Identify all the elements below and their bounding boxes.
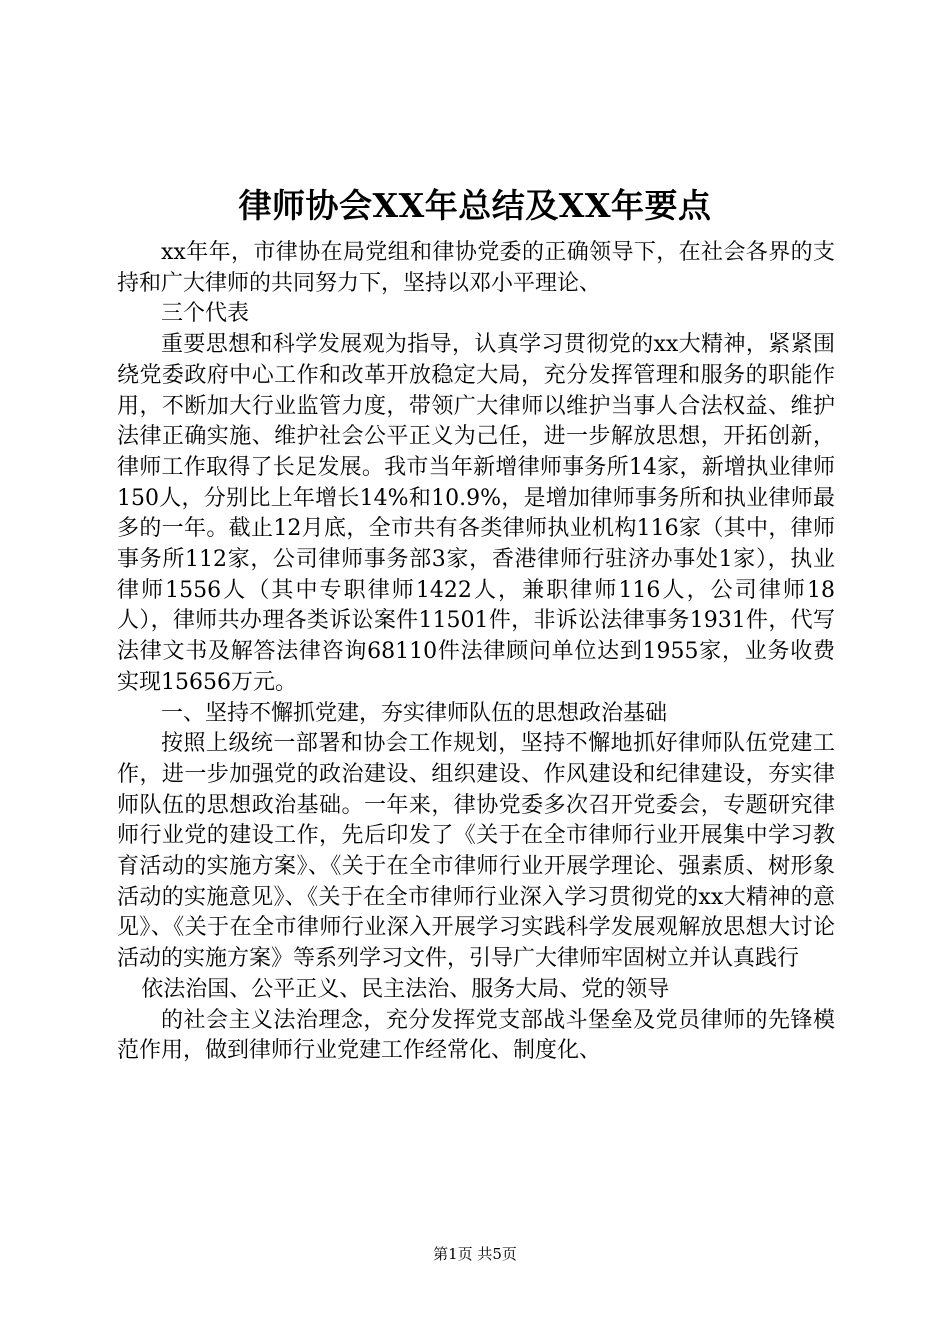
paragraph: 按照上级统一部署和协会工作规划，坚持不懈地抓好律师队伍党建工作，进一步加强党的政治建设、组织建设、作风建设和纪律建设，夯实律师队伍的思想政治基础。一年来，律协党委多次召开党委会，专题研究律师行业党的建设工作，先后印发了《关于在全市律师行业开展集中学习教育活动的实施方案》、《关于在全市律师行业开展学理论、强素质、树形象活动的实施意见》、《关于在全市律师行业深入学习贯彻党的xx大精神的意见》、《关于在全市律师行业深入开展学习实践科学发展观解放思想大讨论活动的实施方案》等系列学习文件，引导广大律师牢固树立并认真践行 [117, 731, 835, 972]
document-body [117, 238, 835, 1067]
page-footer: 第1页 共5页 [433, 1245, 517, 1263]
paragraph: 重要思想和科学发展观为指导，认真学习贯彻党的xx大精神，紧紧围绕党委政府中心工作和改革开放稳定大局，充分发挥管理和服务的职能作用，不断加大行业监管力度，带领广大律师以维护当事人合法权益、维护法律正确实施、维护社会公平正义为己任，进一步解放思想，开拓创新，律师工作取得了长足发展。我市当年新增律师事务所14家，新增执业律师150人，分别比上年增长14%和10.9%，是增加律师事务所和执业律师最多的一年。截止12月底，全市共有各类律师执业机构116家（其中，律师事务所112家，公司律师事务部3家，香港律师行驻济办事处1家），执业律师1556人（其中专职律师1422人，兼职律师116人，公司律师18人），律师共办理各类诉讼案件11501件，非诉讼法律事务1931件，代写法律文书及解答法律咨询68110件法律顾问单位达到1955家，业务收费实现15656万元。 [117, 332, 835, 695]
document-title: 律师协会XX年总结及XX年要点 [238, 186, 712, 225]
section-heading: 一、坚持不懈抓党建，夯实律师队伍的思想政治基础 [161, 700, 668, 726]
paragraph: 依法治国、公平正义、民主法治、服务大局、党的领导 [141, 976, 670, 1002]
paragraph: 三个代表 [161, 301, 250, 327]
paragraph: 的社会主义法治理念，充分发挥党支部战斗堡垒及党员律师的先锋模范作用，做到律师行业党建工作经常化、制度化、 [117, 1007, 835, 1064]
paragraph: xx年年，市律协在局党组和律协党委的正确领导下，在社会各界的支持和广大律师的共同努力下，坚持以邓小平理论、 [117, 240, 835, 296]
